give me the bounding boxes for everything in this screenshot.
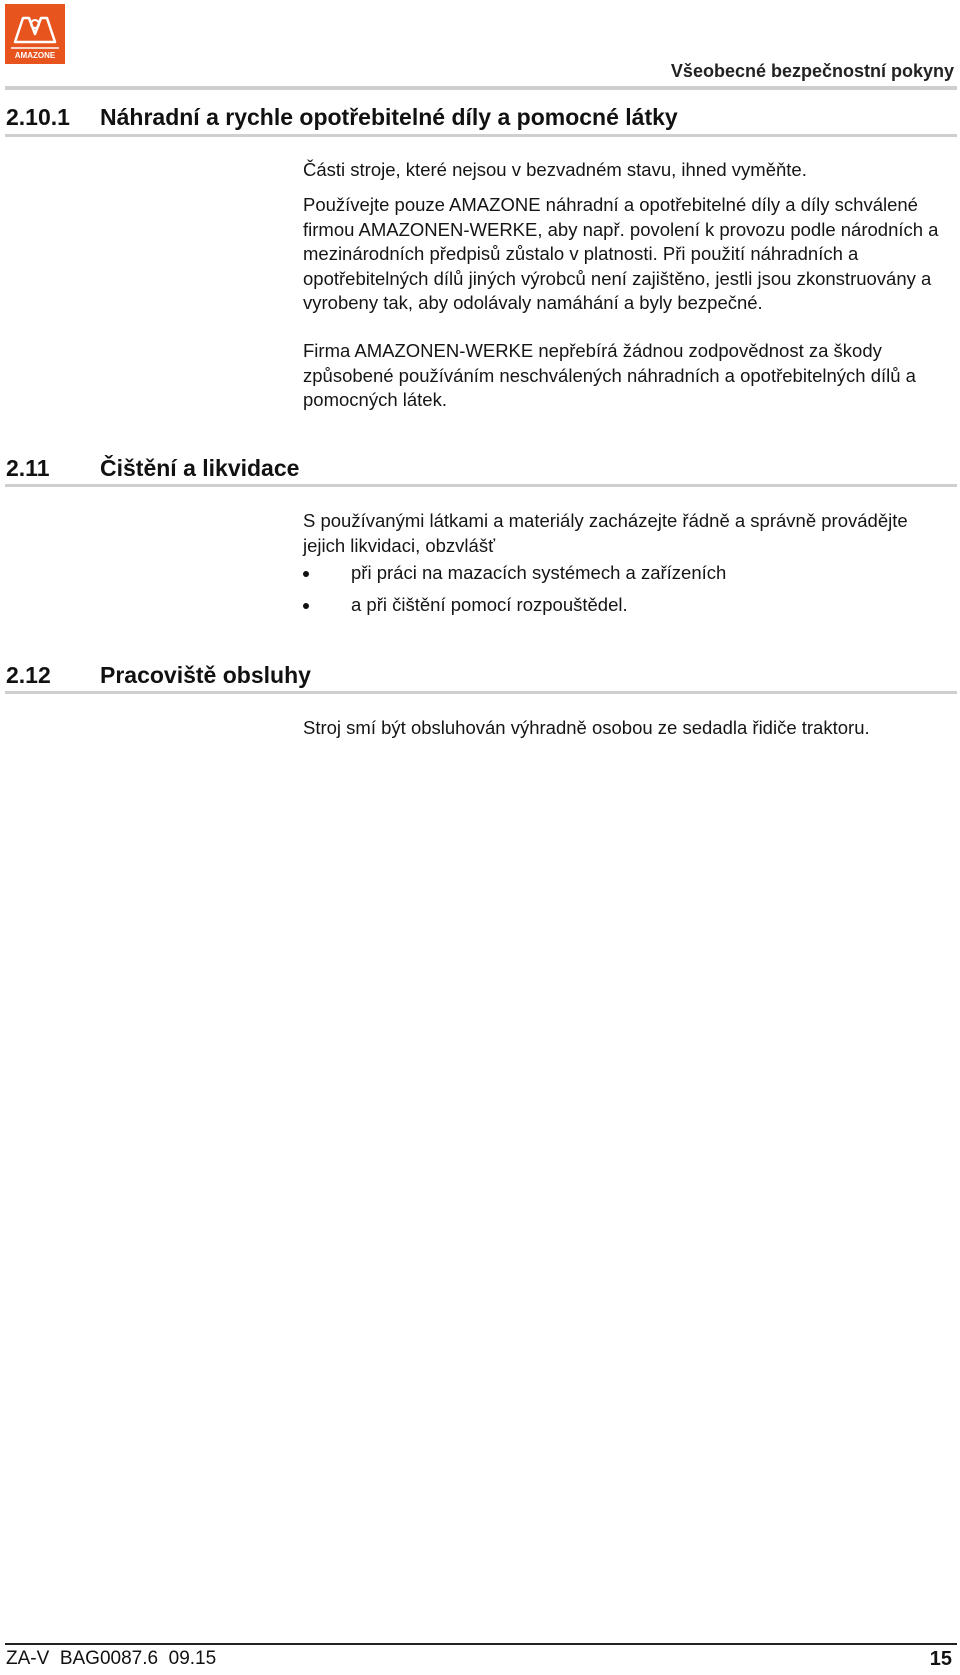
list-item <box>303 561 953 586</box>
header-divider <box>5 86 957 90</box>
page-number: 15 <box>929 1648 952 1670</box>
paragraph: Firma AMAZONEN-WERKE nepřebírá žádnou zodpovědnost za škody způsobené používáním neschválených náhradních a opotřebitelných dílů a pomocných látek. <box>303 340 916 410</box>
section-number: 2.11 <box>6 455 50 481</box>
bullet-list <box>303 561 953 624</box>
paragraph: Stroj smí být obsluhován výhradně osobou ze sedadla řidiče traktoru. <box>303 717 870 738</box>
amazone-logo <box>5 4 65 64</box>
paragraph: S používanými látkami a materiály zacházejte řádně a správně provádějte jejich likvidaci, obzvlášť <box>303 510 908 556</box>
section-divider <box>5 691 957 694</box>
bullet-icon <box>303 603 309 609</box>
list-item-text: při práci na mazacích systémech a zařízeních <box>351 562 727 583</box>
section-title: Čištění a likvidace <box>100 455 300 481</box>
list-item-text: a při čištění pomocí rozpouštědel. <box>351 593 628 615</box>
running-header-title: Všeobecné bezpečnostní pokyny <box>670 61 954 81</box>
footer-divider <box>5 1643 957 1645</box>
paragraph: Části stroje, které nejsou v bezvadném stavu, ihned vyměňte. <box>303 159 807 180</box>
footer-document-id: ZA-V BAG0087.6 09.15 <box>6 1648 217 1669</box>
amazone-logo-graphic <box>5 4 65 64</box>
bullet-icon <box>303 571 309 577</box>
section-divider <box>5 484 957 487</box>
paragraph: Používejte pouze AMAZONE náhradní a opotřebitelné díly a díly schválené firmou AMAZONEN-WERKE, aby např. povolení k provozu podle národních a mezinárodních předpisů zůstalo v platnosti. Při použití náhradních a opotřebitelných dílů jiných výrobců není zajištěno, jestli jsou zkonstruovány a vyrobeny tak, aby odolávaly namáhání a byly bezpečné. <box>303 194 939 313</box>
section-title: Pracoviště obsluhy <box>100 662 311 688</box>
section-number: 2.12 <box>6 662 51 688</box>
section-title: Náhradní a rychle opotřebitelné díly a pomocné látky <box>100 104 678 130</box>
list-item <box>303 593 953 618</box>
section-divider <box>5 134 957 137</box>
logo-wordmark: AMAZONE <box>14 51 56 60</box>
section-number: 2.10.1 <box>6 104 70 130</box>
